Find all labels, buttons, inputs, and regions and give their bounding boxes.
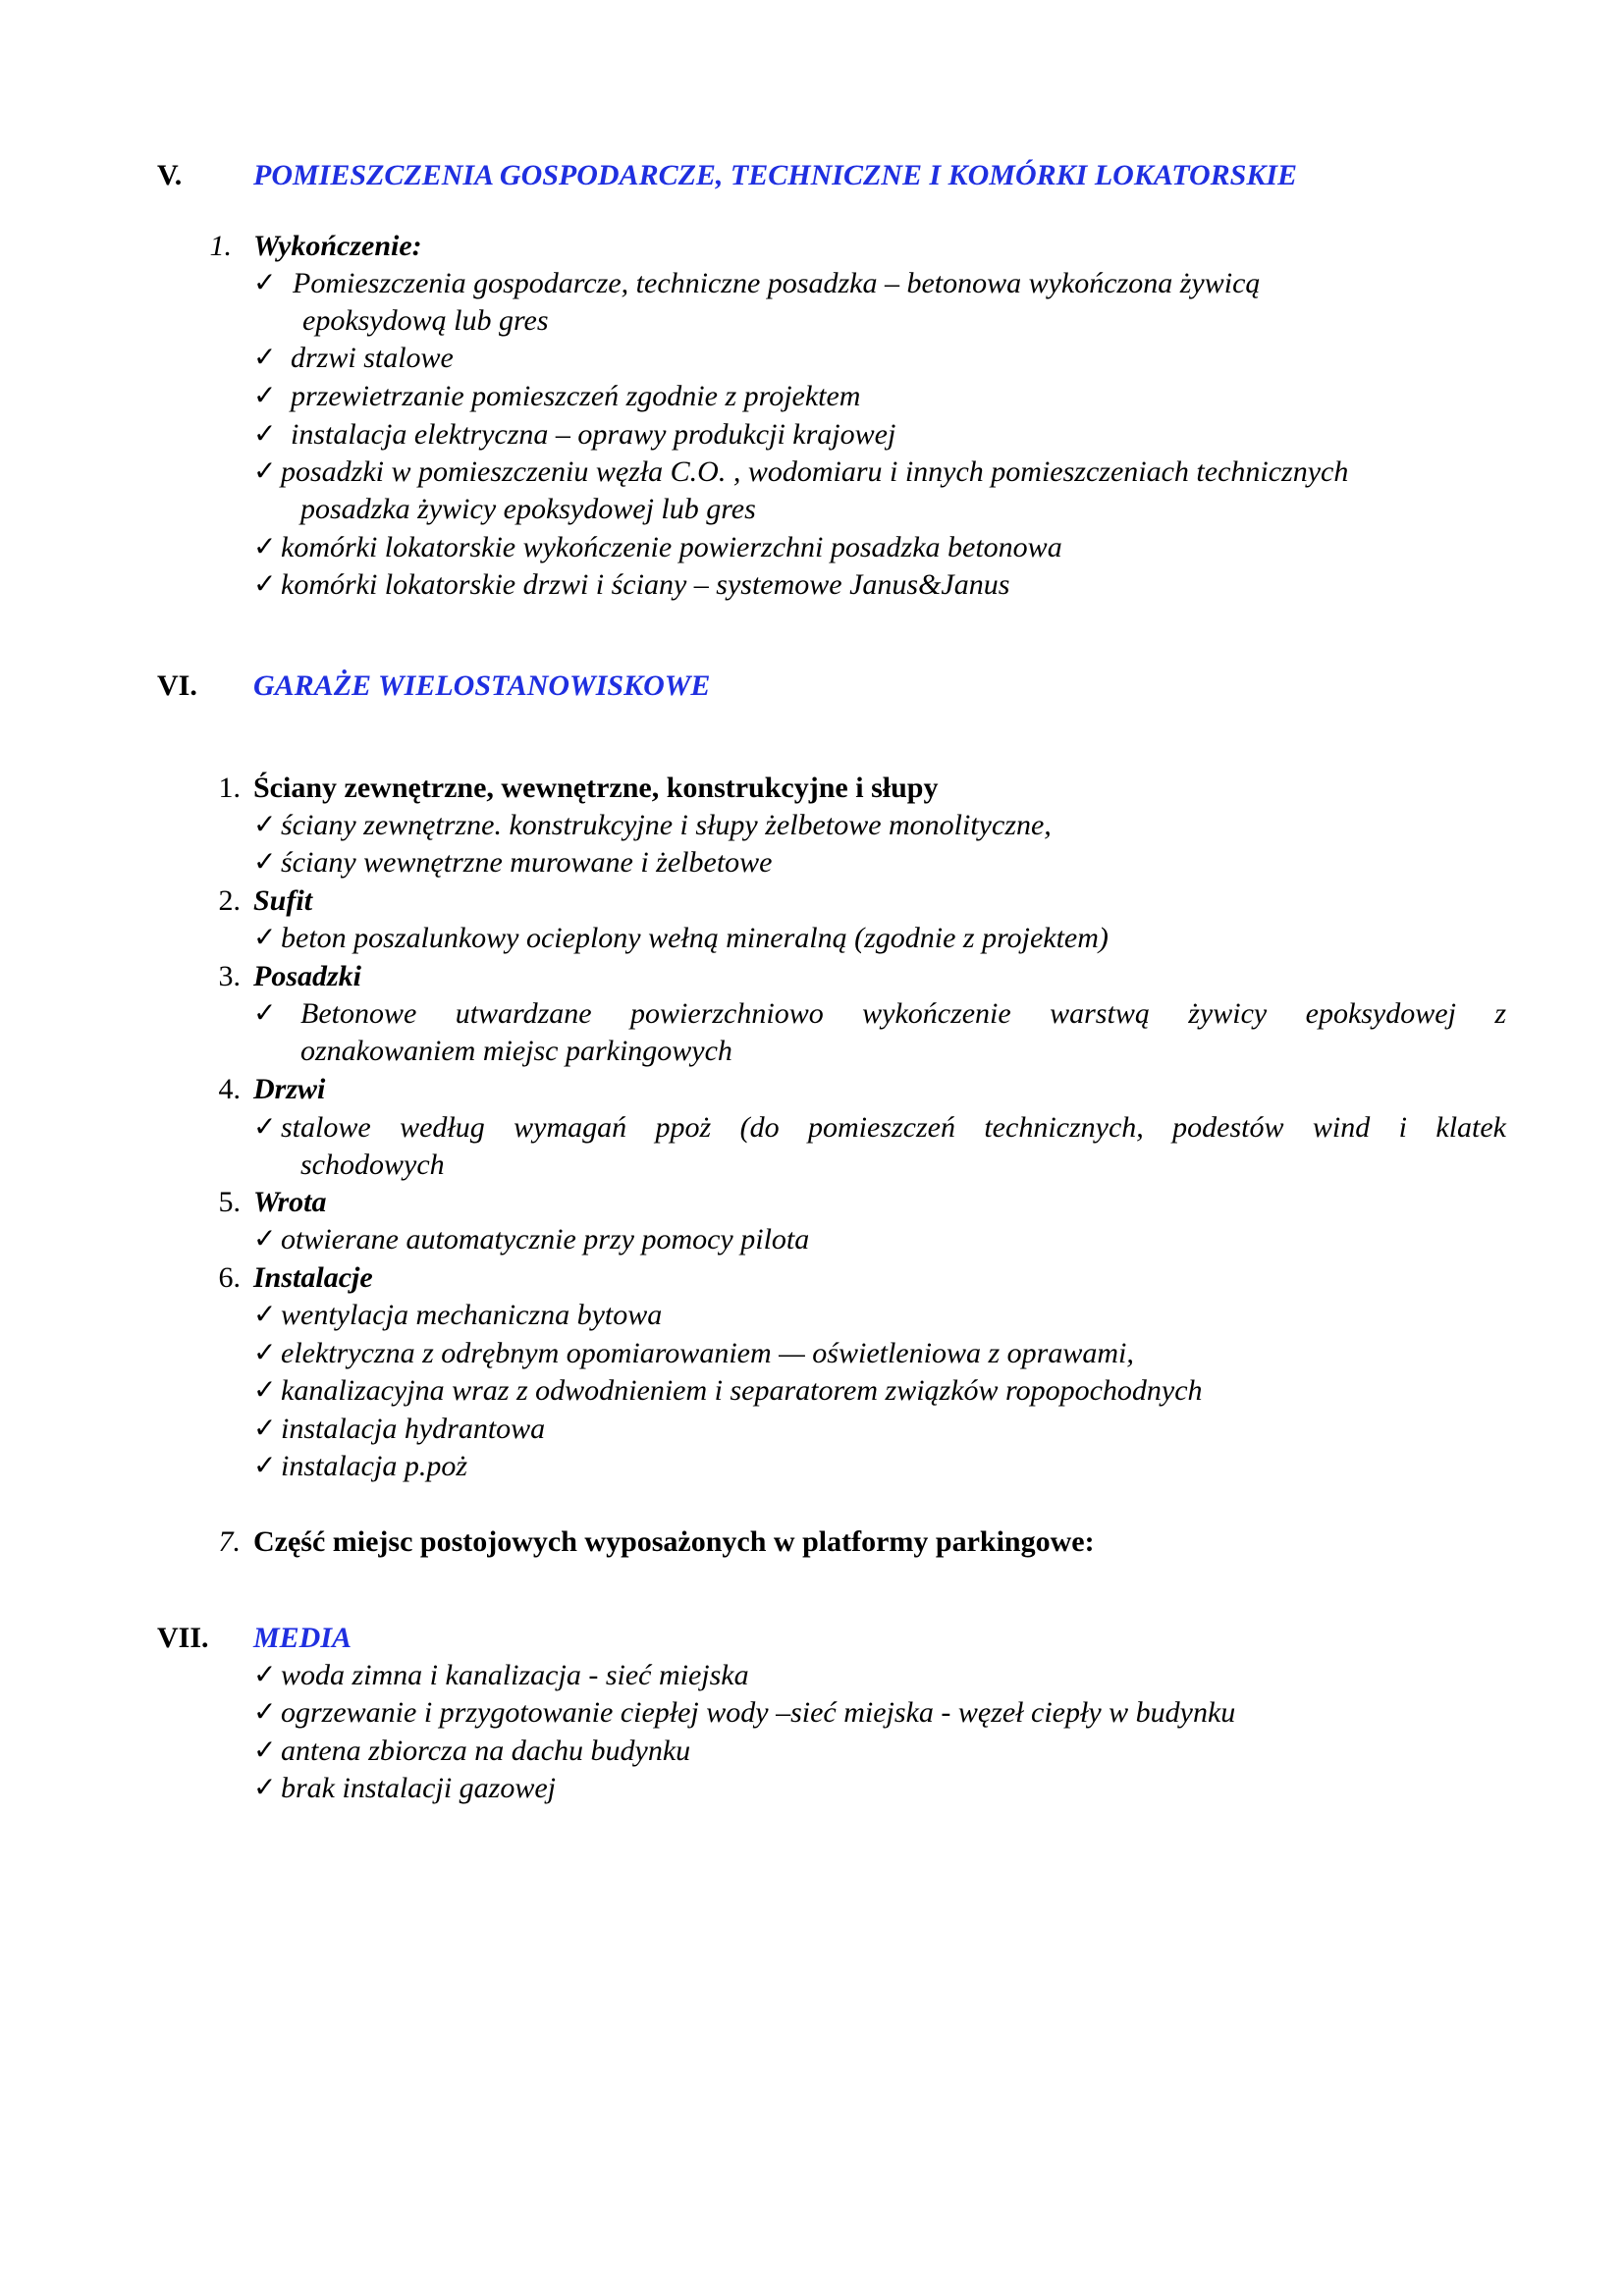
check-icon: ✓ (253, 998, 277, 1029)
item-label: Wrota (253, 1186, 327, 1218)
item-label: Wykończenie: (253, 230, 422, 262)
list-item: przewietrzanie pomieszczeń zgodnie z projektem (291, 380, 861, 412)
list-item: woda zimna i kanalizacja - sieć miejska (281, 1659, 749, 1691)
list-item: ściany wewnętrzne murowane i żelbetowe (281, 846, 773, 879)
item-label: Sufit (253, 884, 313, 917)
check-icon: ✓ (253, 1735, 277, 1766)
list-item: instalacja elektryczna – oprawy produkcji krajowej (291, 418, 896, 451)
list-item: stalowe według wymagań ppoż (do pomieszczeń technicznych, podestów wind i klatek (281, 1111, 1506, 1144)
item-label: Instalacje (253, 1261, 373, 1294)
list-item-continuation: oznakowaniem miejsc parkingowych (300, 1035, 732, 1067)
section-vi-number: VI. (157, 669, 197, 702)
item-number: 7. (218, 1525, 241, 1558)
check-icon: ✓ (253, 381, 277, 411)
list-item: otwierane automatycznie przy pomocy pilota (281, 1223, 810, 1255)
list-item: komórki lokatorskie drzwi i ściany – systemowe Janus&Janus (281, 568, 1010, 601)
item-label: Ściany zewnętrzne, wewnętrzne, konstrukcyjne i słupy (253, 772, 939, 804)
check-icon: ✓ (253, 1300, 277, 1330)
item-number: 6. (218, 1261, 241, 1294)
section-v-number: V. (157, 159, 183, 191)
check-icon: ✓ (253, 1112, 277, 1143)
list-item: beton poszalunkowy ocieplony wełną mineralną (zgodnie z projektem) (281, 922, 1109, 954)
item-label: Część miejsc postojowych wyposażonych w platformy parkingowe: (253, 1525, 1095, 1558)
item-number: 4. (218, 1073, 241, 1105)
check-icon: ✓ (253, 923, 277, 953)
check-icon: ✓ (253, 419, 277, 450)
list-item: instalacja p.poż (281, 1450, 468, 1482)
check-icon: ✓ (253, 1224, 277, 1255)
list-item-continuation: schodowych (300, 1148, 445, 1181)
list-item: elektryczna z odrębnym opomiarowaniem — oświetleniowa z oprawami, (281, 1337, 1134, 1369)
check-icon: ✓ (253, 1338, 277, 1368)
list-item: Pomieszczenia gospodarcze, techniczne posadzka – betonowa wykończona żywicą (293, 267, 1261, 299)
check-icon: ✓ (253, 847, 277, 878)
item-number: 3. (218, 960, 241, 992)
check-icon: ✓ (253, 343, 277, 373)
item-number: 1. (218, 772, 241, 804)
list-item: kanalizacyjna wraz z odwodnieniem i separatorem związków ropopochodnych (281, 1374, 1203, 1407)
check-icon: ✓ (253, 1414, 277, 1444)
check-icon: ✓ (253, 810, 277, 840)
list-item: ogrzewanie i przygotowanie ciepłej wody –sieć miejska - węzeł ciepły w budynku (281, 1696, 1236, 1729)
check-icon: ✓ (253, 1451, 277, 1481)
check-icon: ✓ (253, 268, 277, 298)
check-icon: ✓ (253, 1375, 277, 1406)
list-item: drzwi stalowe (291, 342, 454, 374)
check-icon: ✓ (253, 1697, 277, 1728)
item-number: 1. (209, 230, 232, 262)
check-icon: ✓ (253, 456, 277, 487)
section-v-title: POMIESZCZENIA GOSPODARCZE, TECHNICZNE I KOMÓRKI LOKATORSKIE (253, 159, 1298, 191)
section-vii-title: MEDIA (253, 1622, 352, 1654)
check-icon: ✓ (253, 532, 277, 562)
list-item: antena zbiorcza na dachu budynku (281, 1735, 691, 1767)
list-item: wentylacja mechaniczna bytowa (281, 1299, 663, 1331)
item-label: Drzwi (253, 1073, 326, 1105)
item-number: 5. (218, 1186, 241, 1218)
list-item: instalacja hydrantowa (281, 1413, 546, 1445)
check-icon: ✓ (253, 1660, 277, 1690)
list-item-continuation: epoksydową lub gres (302, 304, 549, 337)
list-item: Betonowe utwardzane powierzchniowo wykończenie warstwą żywicy epoksydowej z (300, 997, 1506, 1030)
list-item: posadzki w pomieszczeniu węzła C.O. , wodomiaru i innych pomieszczeniach technicznych (281, 455, 1349, 488)
item-label: Posadzki (253, 960, 362, 992)
item-number: 2. (218, 884, 241, 917)
check-icon: ✓ (253, 569, 277, 600)
check-icon: ✓ (253, 1773, 277, 1803)
list-item: ściany zewnętrzne. konstrukcyjne i słupy żelbetowe monolityczne, (281, 809, 1052, 841)
section-vii-number: VII. (157, 1622, 209, 1654)
section-vi-title: GARAŻE WIELOSTANOWISKOWE (253, 669, 711, 702)
list-item: komórki lokatorskie wykończenie powierzchni posadzka betonowa (281, 531, 1062, 563)
list-item-continuation: posadzka żywicy epoksydowej lub gres (300, 493, 756, 525)
list-item: brak instalacji gazowej (281, 1772, 556, 1804)
